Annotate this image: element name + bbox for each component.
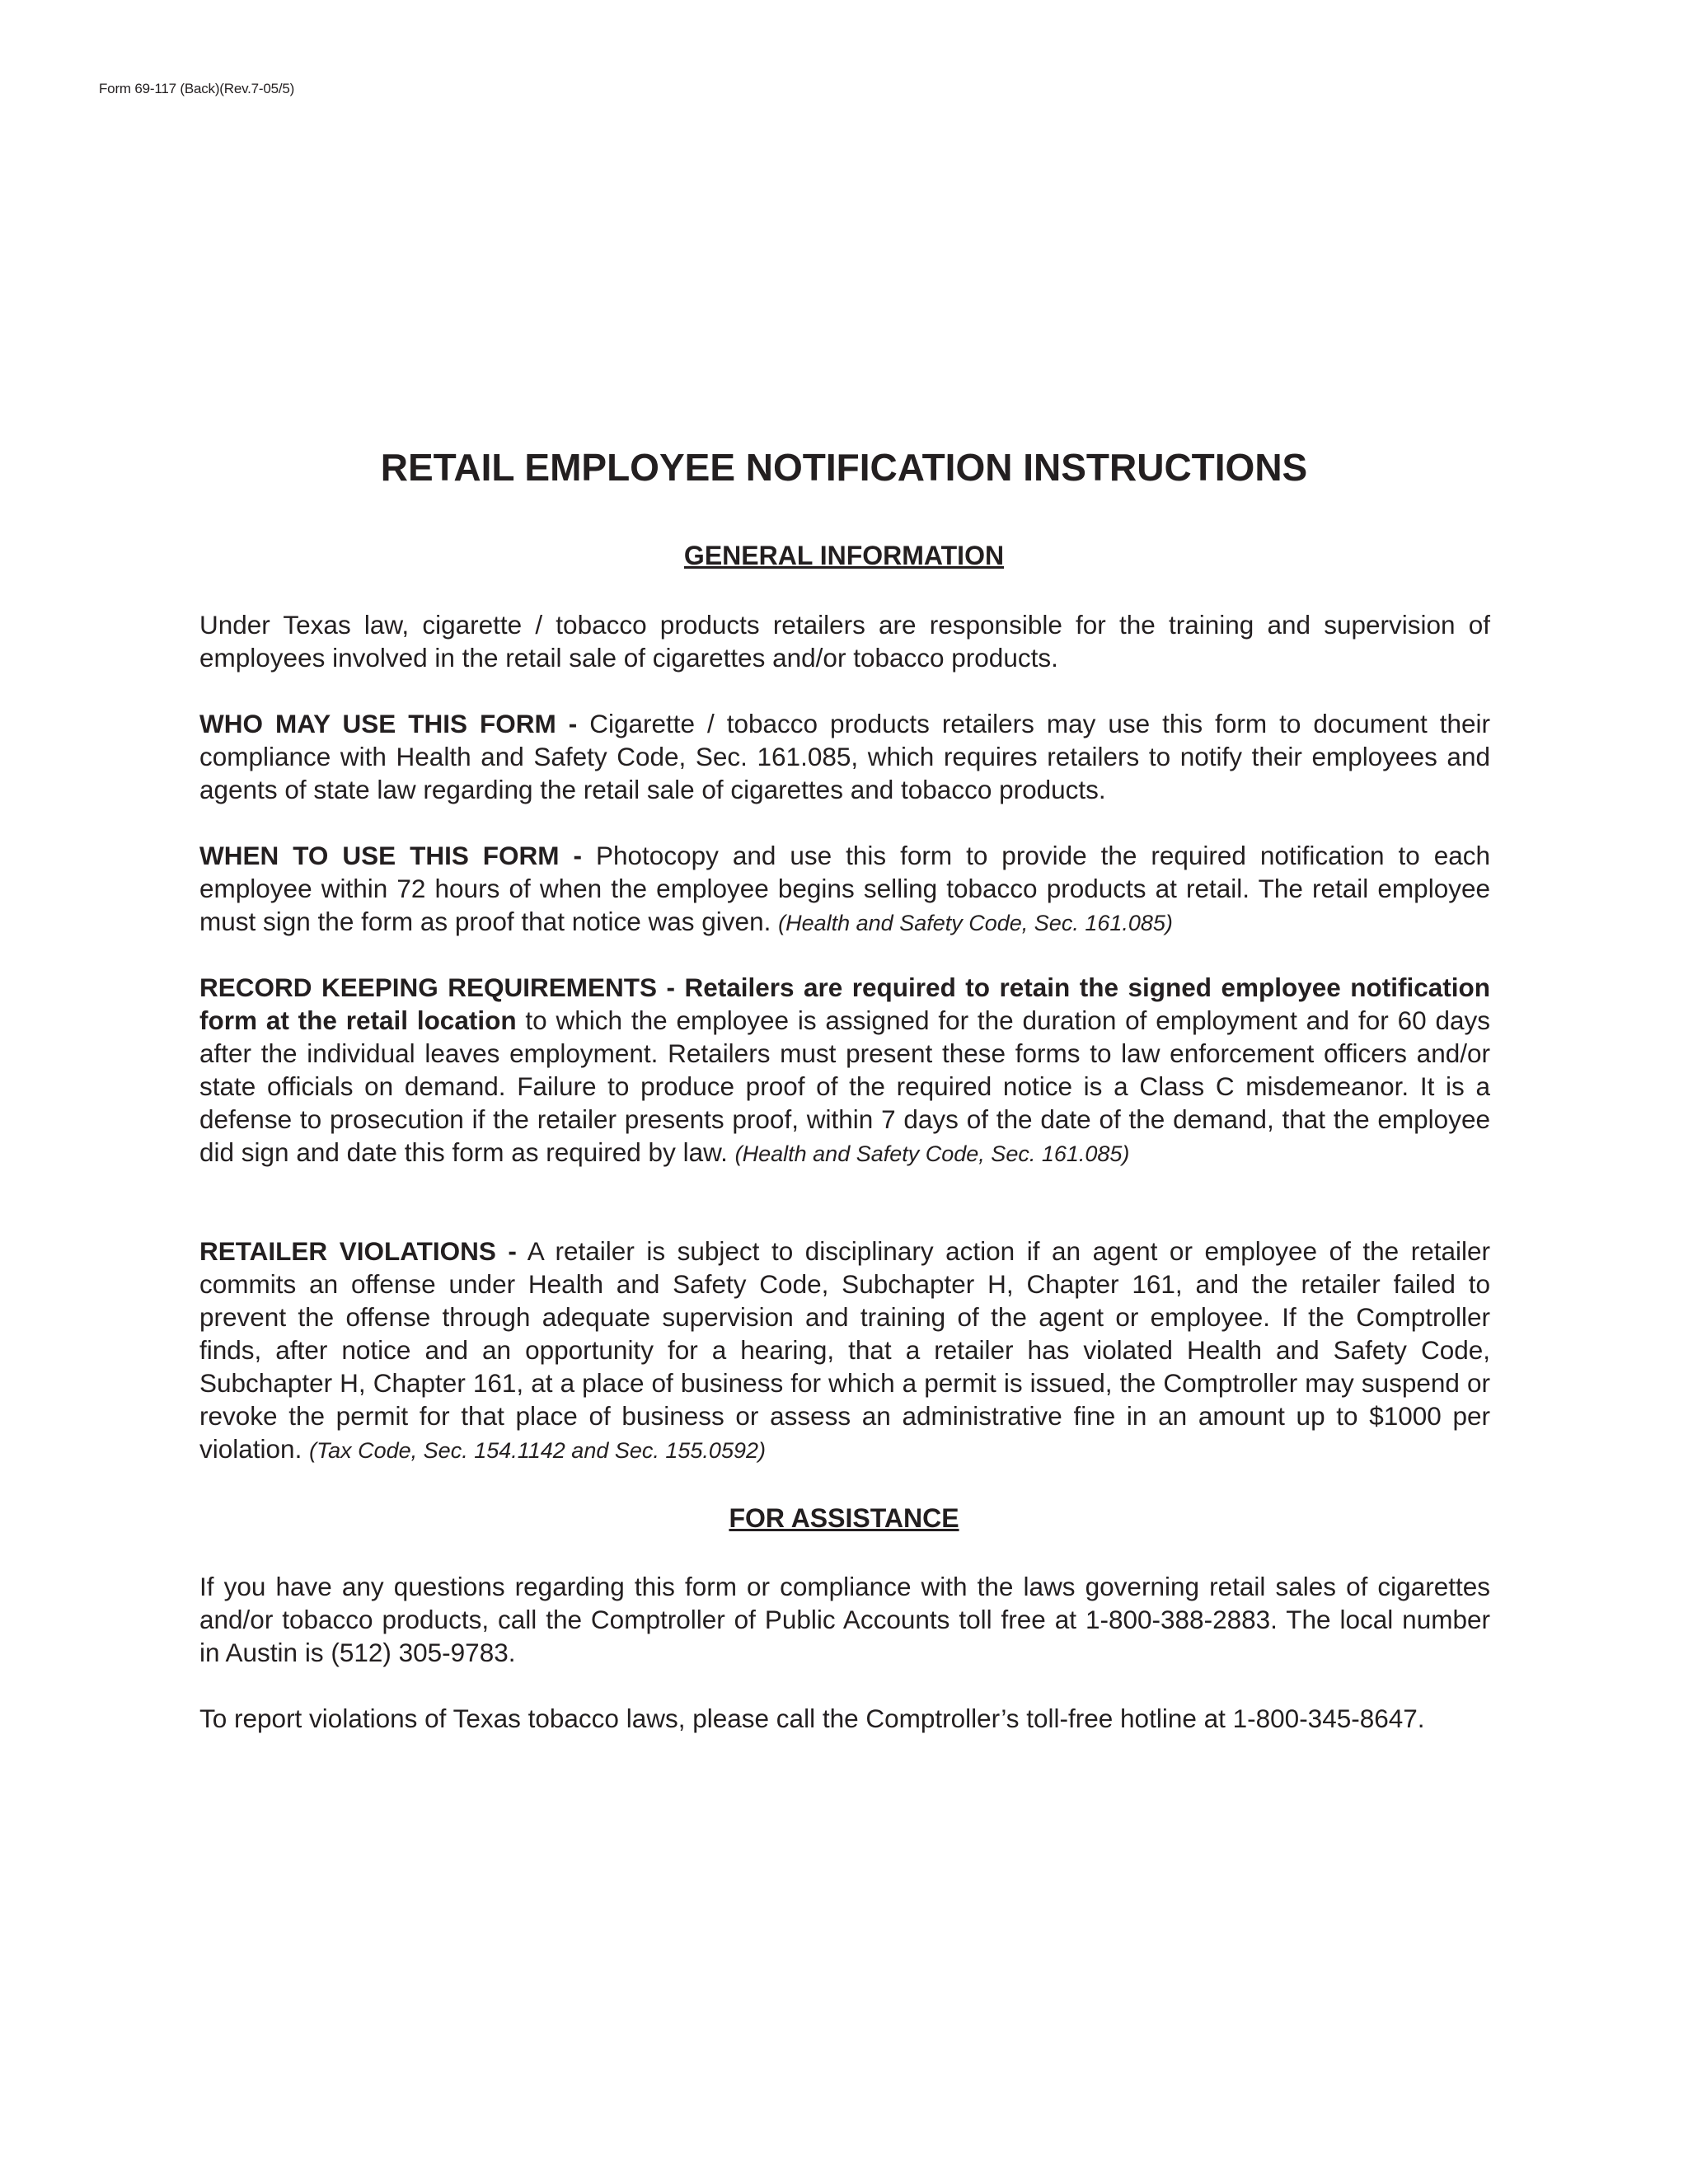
- who-may-use-text: Cigarette / tobacco products retailers may use this form to document their compliance with Health and Safety Code, Sec. 161.085, which requires retailers to notify their employees and agents of state law regarding the retail sale of cigarettes and tobacco products.: [199, 709, 1490, 804]
- when-to-use-label: WHEN TO USE THIS FORM -: [199, 841, 583, 870]
- general-information-paragraph: [199, 608, 1490, 674]
- retailer-violations-label: RETAILER VIOLATIONS -: [199, 1236, 517, 1266]
- when-to-use-citation: (Health and Safety Code, Sec. 161.085): [778, 911, 1173, 935]
- page-title: RETAIL EMPLOYEE NOTIFICATION INSTRUCTIONS: [380, 446, 1308, 489]
- general-information-text: Under Texas law, cigarette / tobacco products retailers are responsible for the training and supervision of employees involved in the retail sale of cigarettes and/or tobacco products.: [199, 610, 1490, 673]
- report-violations-text: To report violations of Texas tobacco laws, please call the Comptroller’s toll-free hotline at 1-800-345-8647.: [199, 1704, 1425, 1733]
- record-keeping-paragraph: [199, 971, 1490, 1170]
- record-keeping-text: to which the employee is assigned for the duration of employment and for 60 days after the individual leaves employment. Retailers must present these forms to law enforcement officers and/or state officials on demand. Failure to produce proof of the required notice is a Class C misdemeanor. It is a defense to prosecution if the retailer presents proof, within 7 days of the date of the demand, that the employee did sign and date this form as required by law.: [199, 1005, 1490, 1167]
- retailer-violations-paragraph: [199, 1235, 1490, 1467]
- for-assistance-heading: FOR ASSISTANCE: [729, 1503, 959, 1533]
- form-id: Form 69-117 (Back)(Rev.7-05/5): [99, 81, 295, 96]
- retailer-violations-text: A retailer is subject to disciplinary action if an agent or employee of the retailer commits an offense under Health and Safety Code, Subchapter H, Chapter 161, and the retailer failed to prevent the offense through adequate supervision and training of the agent or employee. If the Comptroller finds, after notice and an opportunity for a hearing, that a retailer has violated Health and Safety Code, Subchapter H, Chapter 161, at a place of business for which a permit is issued, the Comptroller may suspend or revoke the permit for that place of business or assess an administrative fine in an amount up to $1000 per violation.: [199, 1236, 1491, 1464]
- general-information-heading: GENERAL INFORMATION: [683, 541, 1005, 570]
- record-keeping-label: RECORD KEEPING REQUIREMENTS - Retailers are required to retain the signed employee notification form at the retail location: [199, 972, 1490, 1035]
- record-keeping-citation: (Health and Safety Code, Sec. 161.085): [734, 1141, 1130, 1166]
- report-violations-paragraph: [199, 1702, 1490, 1735]
- who-may-use-paragraph: [199, 707, 1490, 806]
- when-to-use-text: Photocopy and use this form to provide the required notification to each employee within 72 hours of when the employee begins selling tobacco products at retail. The retail employee must sign the form as proof that notice was given.: [199, 841, 1490, 936]
- assistance-questions-text: If you have any questions regarding this form or compliance with the laws governing retail sales of cigarettes and/or tobacco products, call the Comptroller of Public Accounts toll free at 1-800-388-2883. The local number in Austin is (512) 305-9783.: [199, 1572, 1490, 1667]
- retailer-violations-citation: (Tax Code, Sec. 154.1142 and Sec. 155.0592): [309, 1438, 766, 1463]
- who-may-use-label: WHO MAY USE THIS FORM -: [199, 709, 578, 738]
- when-to-use-paragraph: [199, 839, 1490, 940]
- assistance-questions-paragraph: [199, 1570, 1490, 1669]
